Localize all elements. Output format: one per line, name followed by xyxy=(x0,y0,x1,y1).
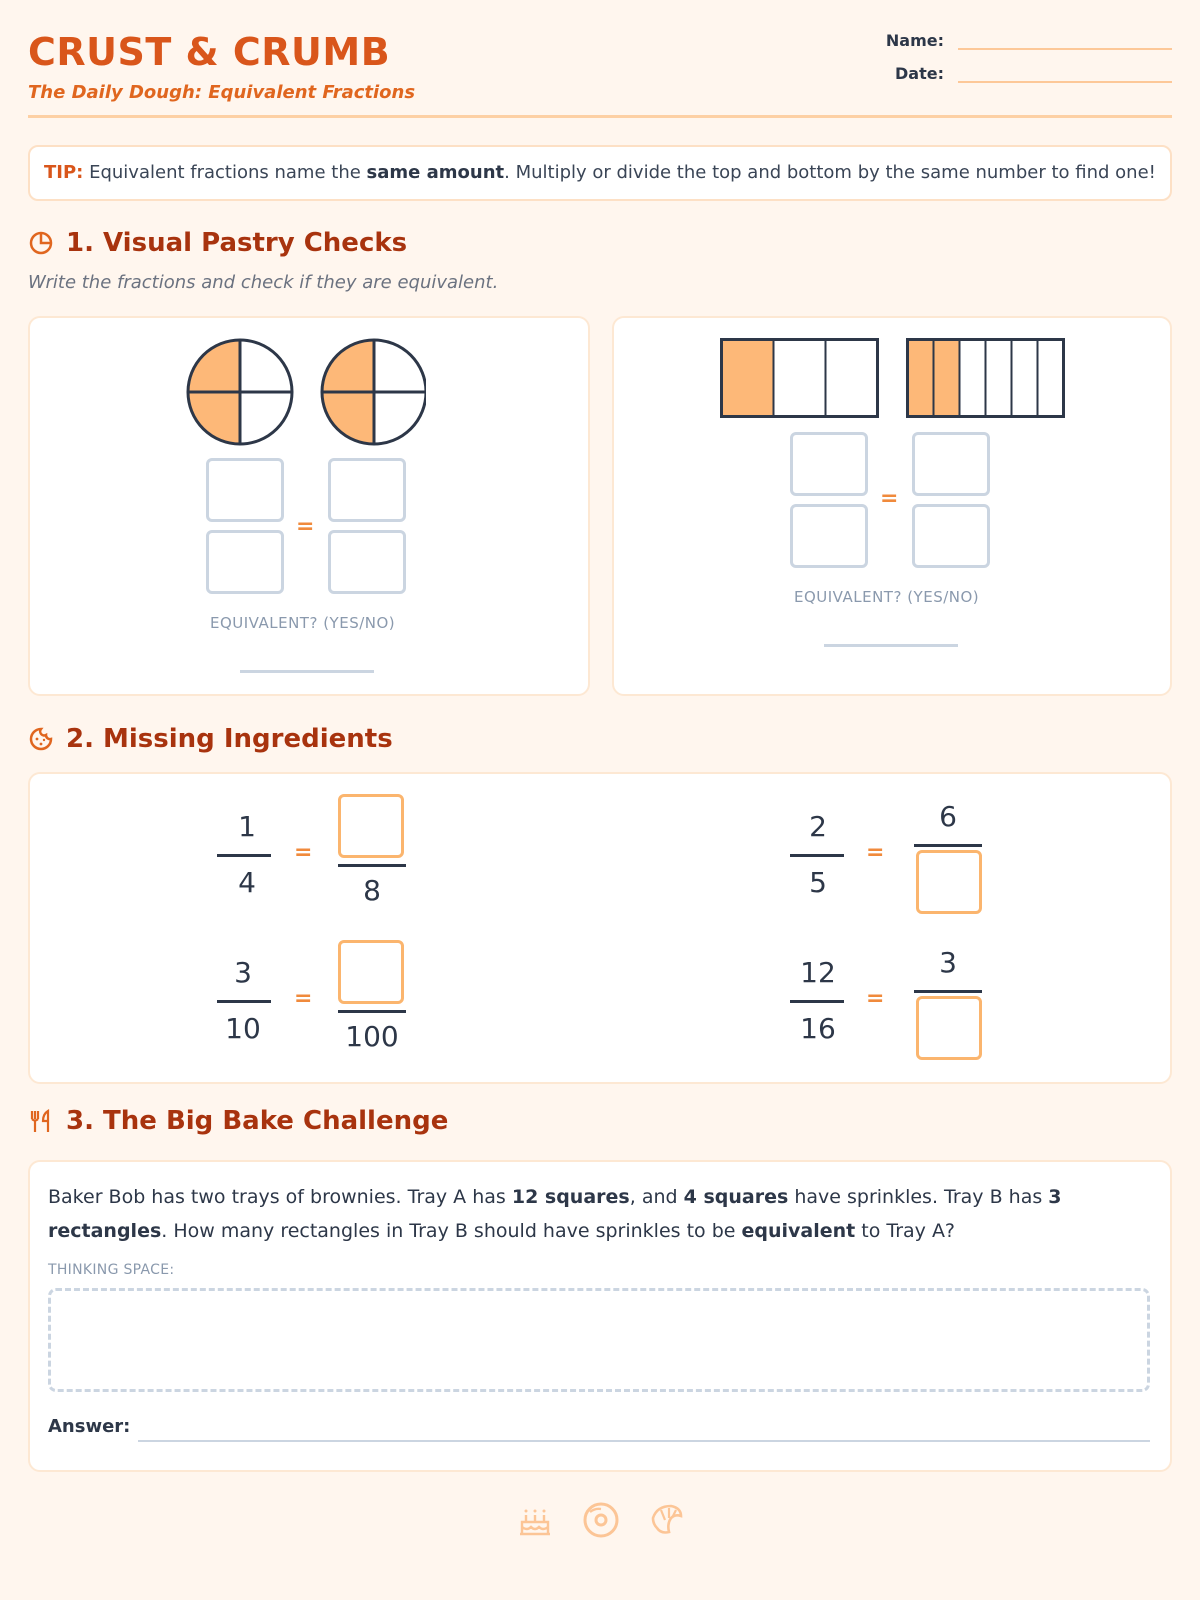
fraction-bar xyxy=(217,854,271,857)
left-denominator: 4 xyxy=(238,866,256,899)
tip-text-1: Equivalent fractions name the xyxy=(83,162,367,183)
section3-title-text: 3. The Big Bake Challenge xyxy=(66,1106,449,1136)
answer-line[interactable] xyxy=(138,1440,1150,1442)
section2-title-text: 2. Missing Ingredients xyxy=(66,724,393,754)
left-numerator: 2 xyxy=(809,810,827,843)
denominator-box-right[interactable] xyxy=(328,530,406,594)
denominator-box-right[interactable] xyxy=(912,504,990,568)
worksheet xyxy=(28,0,1172,1437)
right-numerator: 6 xyxy=(939,800,957,833)
left-numerator: 12 xyxy=(800,956,836,989)
date-line[interactable] xyxy=(958,63,1172,83)
thinking-space-label: THINKING SPACE: xyxy=(48,1262,175,1278)
thinking-space-box[interactable] xyxy=(48,1288,1150,1392)
bar-sixths xyxy=(908,340,1064,417)
croissant-icon xyxy=(647,1500,687,1540)
denominator-box-left[interactable] xyxy=(790,504,868,568)
problem-bold: 12 squares xyxy=(511,1186,630,1208)
left-denominator: 16 xyxy=(800,1012,836,1045)
word-problem xyxy=(48,1180,1148,1248)
header xyxy=(28,0,1172,118)
bar-models xyxy=(720,338,1068,420)
worksheet-subtitle: The Daily Dough: Equivalent Fractions xyxy=(28,82,416,103)
name-line[interactable] xyxy=(958,30,1172,50)
right-denominator: 8 xyxy=(363,874,381,907)
visual-card-bars xyxy=(612,316,1172,696)
brand-title: CRUST & CRUMB xyxy=(28,30,391,74)
equals-sign: = xyxy=(866,986,885,1011)
visual-card-circles xyxy=(28,316,590,696)
left-numerator: 3 xyxy=(234,956,252,989)
equivalent-answer-line[interactable] xyxy=(824,644,958,647)
fraction-bar xyxy=(914,990,982,993)
pie-chart-icon xyxy=(28,230,54,256)
numerator-box-left[interactable] xyxy=(790,432,868,496)
equals-sign: = xyxy=(294,840,313,865)
numerator-box-right[interactable] xyxy=(912,432,990,496)
fraction-bar xyxy=(790,854,844,857)
footer-icons xyxy=(515,1500,687,1540)
numerator-box-left[interactable] xyxy=(206,458,284,522)
denominator-box-left[interactable] xyxy=(206,530,284,594)
left-denominator: 10 xyxy=(225,1012,261,1045)
cake-icon xyxy=(515,1500,555,1540)
utensils-icon xyxy=(28,1108,54,1134)
missing-numerator-box[interactable] xyxy=(338,940,404,1004)
equals-sign: = xyxy=(296,514,315,539)
problem-bold: 4 squares xyxy=(683,1186,789,1208)
missing-denominator-box[interactable] xyxy=(916,850,982,914)
donut-icon xyxy=(581,1500,621,1540)
answer-label: Answer: xyxy=(48,1416,131,1437)
date-label: Date: xyxy=(895,64,944,83)
equivalent-answer-line[interactable] xyxy=(240,670,374,673)
circle-models xyxy=(186,338,426,446)
date-field xyxy=(844,63,1172,83)
fraction-bar xyxy=(338,864,406,867)
name-label: Name: xyxy=(885,31,944,50)
name-field xyxy=(844,30,1172,50)
equals-sign: = xyxy=(294,986,313,1011)
section1-title xyxy=(28,228,407,258)
section1-instruction: Write the fractions and check if they are equivalent. xyxy=(28,272,499,293)
problem-text: . How many rectangles in Tray B should have sprinkles to be xyxy=(161,1220,742,1242)
right-numerator: 3 xyxy=(939,946,957,979)
fraction-bar xyxy=(217,1000,271,1003)
section2-title xyxy=(28,724,393,754)
bar-thirds xyxy=(722,340,878,417)
circle-quarters xyxy=(322,340,426,444)
missing-ingredients-card xyxy=(28,772,1172,1084)
problem-bold: 3 rectangles xyxy=(48,1186,1062,1242)
circle-halves xyxy=(188,340,292,444)
cookie-icon xyxy=(28,726,54,752)
problem-text: Baker Bob has two trays of brownies. Tray A has xyxy=(48,1186,512,1208)
equivalent-label: EQUIVALENT? (YES/NO) xyxy=(210,614,396,632)
problem-text: , and xyxy=(629,1186,684,1208)
problem-bold: equivalent xyxy=(741,1220,856,1242)
bar-thirds-shaded xyxy=(722,340,774,417)
tip-box xyxy=(28,145,1172,201)
equals-sign: = xyxy=(880,486,899,511)
right-denominator: 100 xyxy=(345,1020,399,1053)
numerator-box-right[interactable] xyxy=(328,458,406,522)
tip-label: TIP: xyxy=(44,162,84,183)
fraction-bar xyxy=(338,1010,406,1013)
problem-text: to Tray A? xyxy=(855,1220,956,1242)
fraction-bar xyxy=(790,1000,844,1003)
missing-numerator-box[interactable] xyxy=(338,794,404,858)
section1-title-text: 1. Visual Pastry Checks xyxy=(66,228,408,258)
equivalent-label: EQUIVALENT? (YES/NO) xyxy=(794,588,980,606)
left-denominator: 5 xyxy=(809,866,827,899)
equals-sign: = xyxy=(866,840,885,865)
problem-text: have sprinkles. Tray B has xyxy=(788,1186,1049,1208)
left-numerator: 1 xyxy=(238,810,256,843)
section3-title xyxy=(28,1106,448,1136)
missing-denominator-box[interactable] xyxy=(916,996,982,1060)
tip-text-2: . Multiply or divide the top and bottom by the same number to find one! xyxy=(504,162,1156,183)
challenge-card xyxy=(28,1160,1172,1472)
fraction-bar xyxy=(914,844,982,847)
tip-bold: same amount xyxy=(366,162,505,183)
